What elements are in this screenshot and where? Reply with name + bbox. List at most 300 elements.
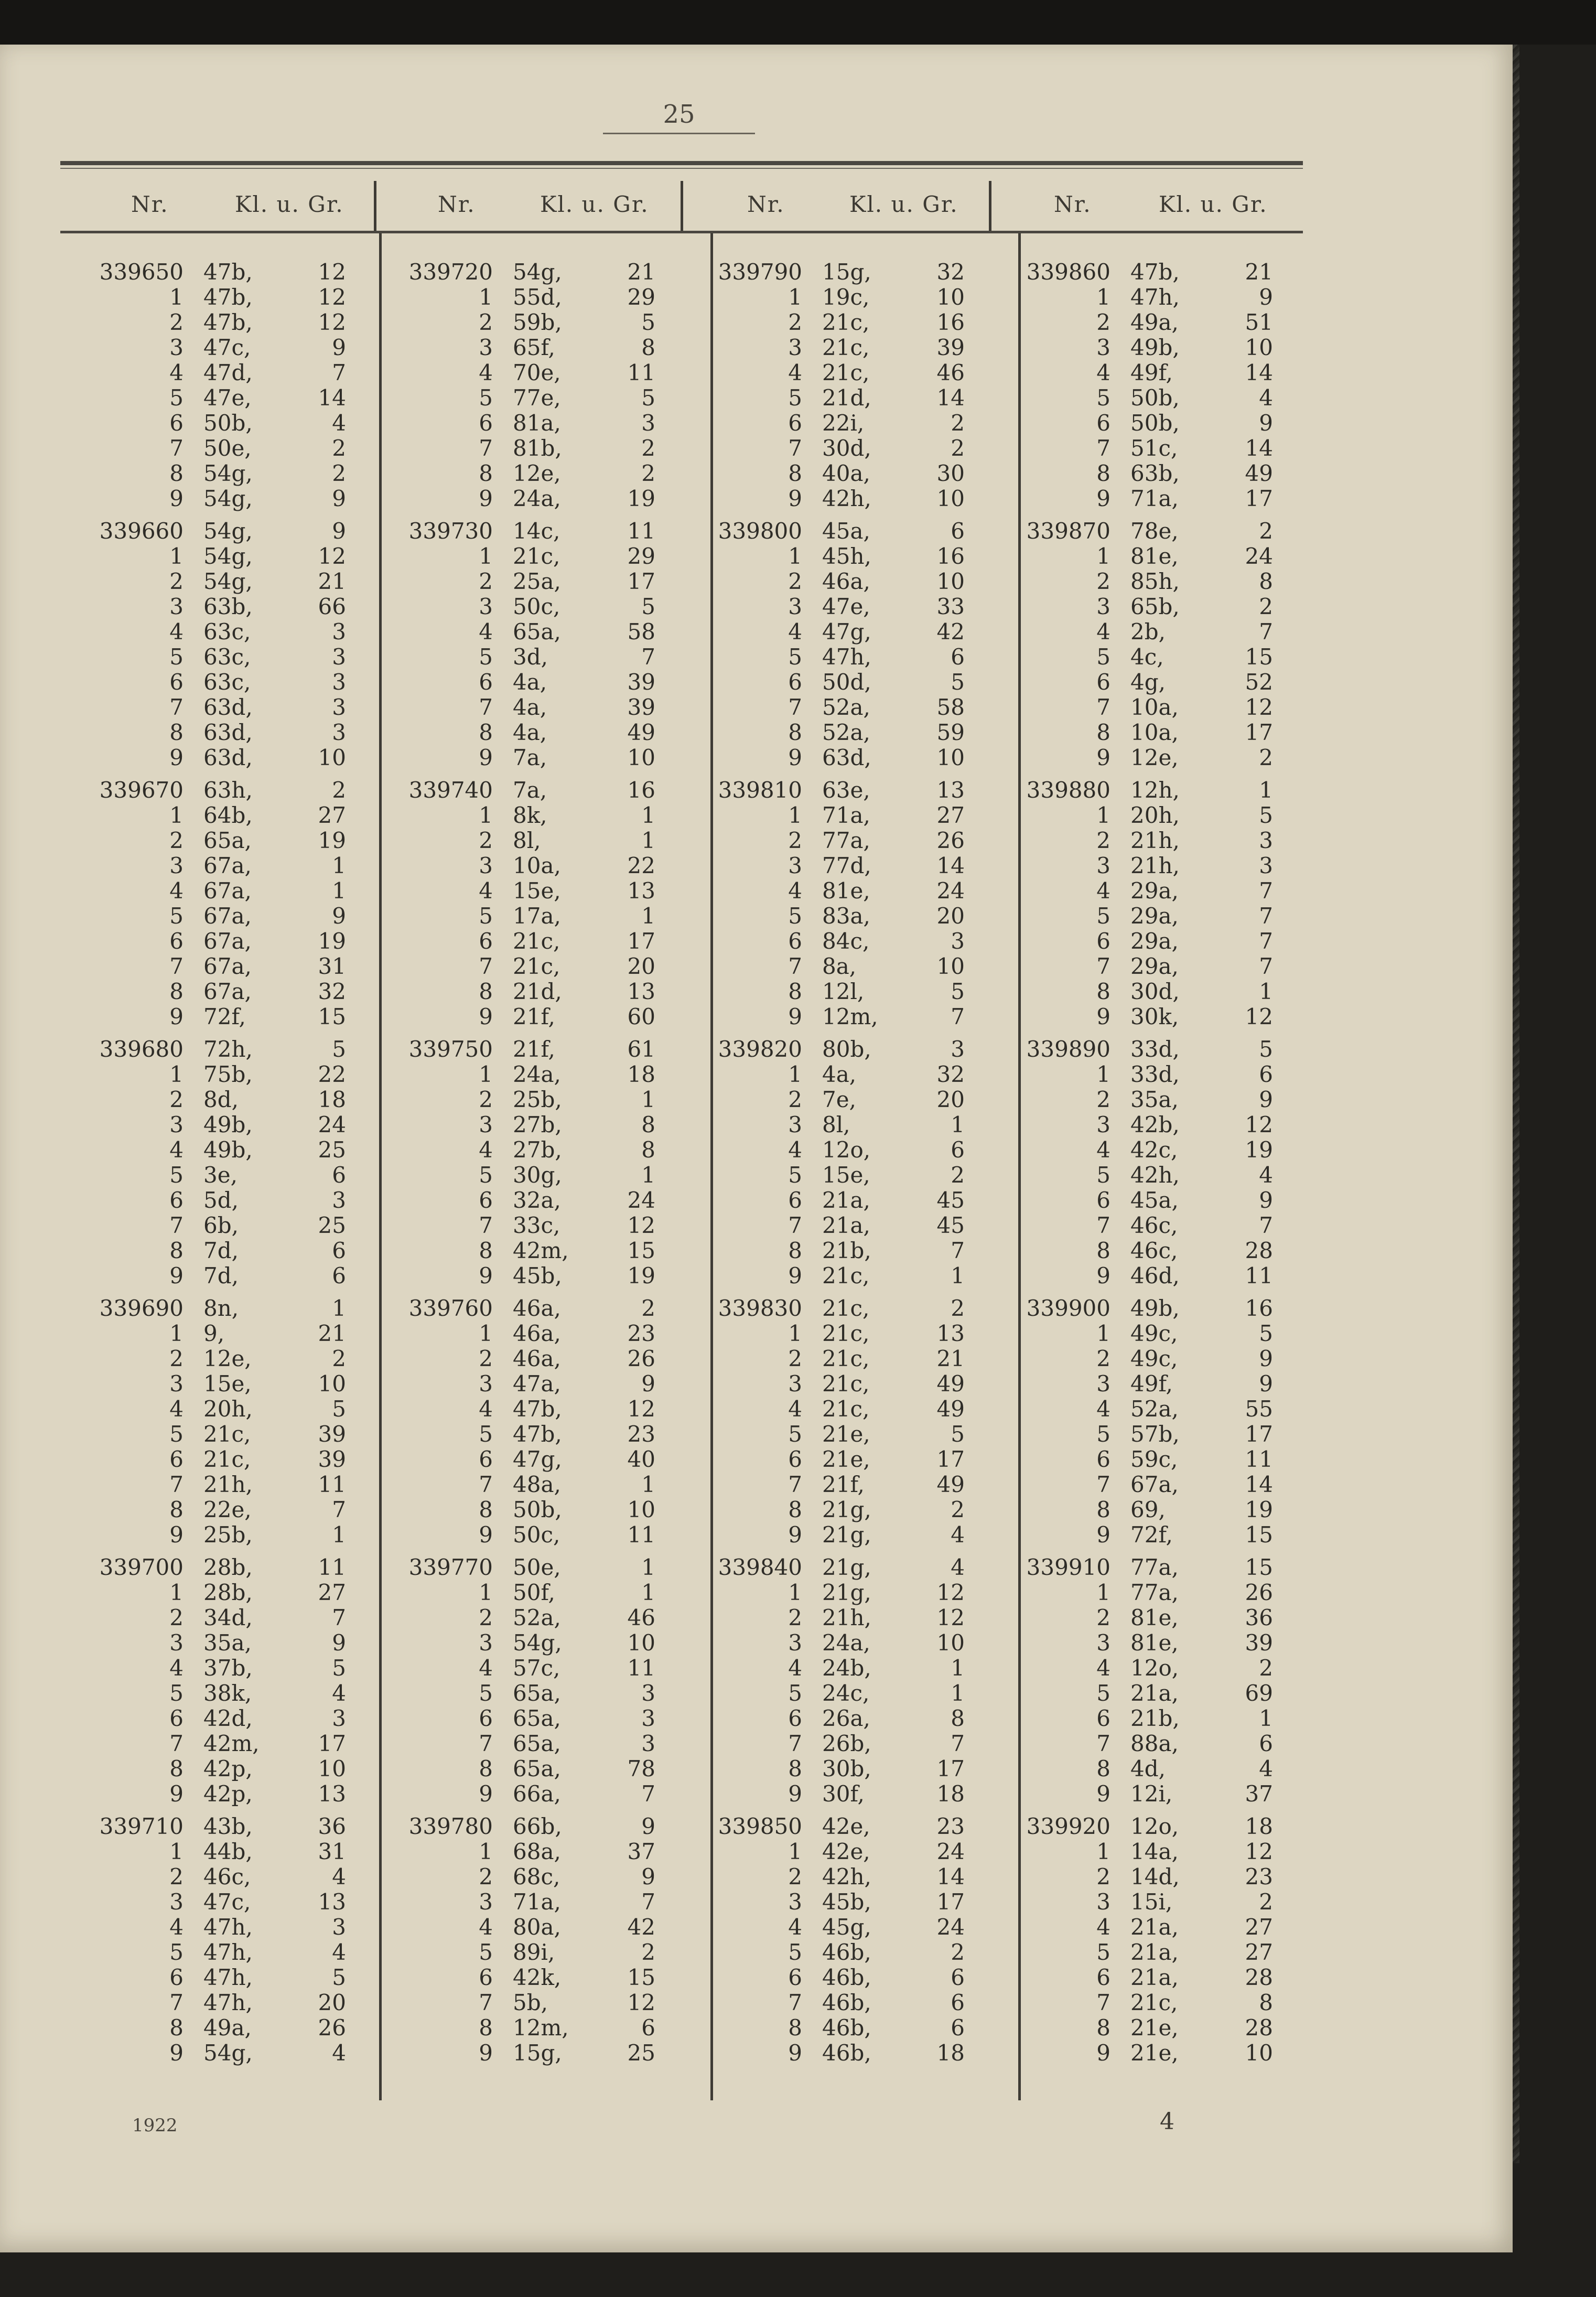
entry-number: 5 xyxy=(479,1680,493,1706)
class-group: 63d, xyxy=(203,694,253,720)
table-row xyxy=(362,1188,697,1213)
table-row xyxy=(362,1037,697,1062)
count: 19 xyxy=(627,486,655,511)
class-group: 46b, xyxy=(822,1990,871,2015)
count: 78 xyxy=(627,1756,655,1781)
class-group: 67a, xyxy=(1130,1472,1179,1497)
table-row xyxy=(362,1321,697,1346)
table-row xyxy=(52,1555,388,1580)
table-row xyxy=(362,1447,697,1472)
table-row xyxy=(671,1731,1007,1756)
entry-number: 5 xyxy=(1096,1680,1110,1706)
table-row xyxy=(52,1522,388,1548)
entry-number: 6 xyxy=(169,1446,184,1472)
class-group: 7d, xyxy=(203,1263,239,1289)
class-group: 4g, xyxy=(1130,669,1166,695)
count: 42 xyxy=(936,619,965,645)
entry-number: 5 xyxy=(479,1421,493,1447)
class-group: 46b, xyxy=(822,2040,871,2066)
class-group: 4a, xyxy=(513,720,547,745)
class-group: 59b, xyxy=(513,309,562,335)
count: 12 xyxy=(1245,1004,1273,1029)
count: 21 xyxy=(318,568,346,594)
class-group: 52a, xyxy=(1130,1396,1179,1422)
table-row xyxy=(671,1321,1007,1346)
entry-number: 339790 xyxy=(718,259,802,285)
count: 37 xyxy=(1245,1781,1273,1807)
table-row xyxy=(979,1781,1315,1807)
class-group: 30d, xyxy=(1130,979,1180,1004)
entry-number: 6 xyxy=(1096,410,1110,436)
class-group: 54g, xyxy=(203,486,253,511)
class-group: 63e, xyxy=(822,777,870,803)
entry-number: 6 xyxy=(169,410,184,436)
class-group: 21a, xyxy=(822,1212,870,1238)
table-row xyxy=(671,544,1007,569)
entry-number: 9 xyxy=(479,1522,493,1548)
entry-number: 7 xyxy=(1096,1472,1110,1497)
count: 19 xyxy=(627,1263,655,1289)
entry-number: 9 xyxy=(169,1781,184,1807)
count: 1 xyxy=(641,802,655,828)
count: 19 xyxy=(1245,1497,1273,1522)
table-row xyxy=(362,1915,697,1940)
entry-number: 9 xyxy=(788,1004,802,1029)
entry-number: 339740 xyxy=(408,777,493,803)
entry-number: 1 xyxy=(1096,1580,1110,1605)
entry-number: 5 xyxy=(1096,903,1110,929)
class-group: 14c, xyxy=(513,518,560,544)
class-group: 20h, xyxy=(203,1396,253,1422)
count: 27 xyxy=(318,802,346,828)
table-row xyxy=(979,1814,1315,1839)
table-row xyxy=(671,878,1007,904)
table-row xyxy=(671,2041,1007,2066)
count: 45 xyxy=(936,1212,965,1238)
table-row xyxy=(52,1296,388,1321)
table-row xyxy=(362,1706,697,1731)
class-group: 21b, xyxy=(822,1238,871,1263)
count: 17 xyxy=(318,1731,346,1756)
class-group: 21f, xyxy=(822,1472,865,1497)
entry-number: 3 xyxy=(479,1371,493,1397)
entry-number: 5 xyxy=(479,903,493,929)
table-row xyxy=(979,1890,1315,1915)
table-row xyxy=(671,285,1007,310)
class-group: 21c, xyxy=(822,1396,870,1422)
class-group: 45b, xyxy=(513,1263,562,1289)
count: 13 xyxy=(936,777,965,803)
class-group: 7d, xyxy=(203,1238,239,1263)
entry-number: 8 xyxy=(169,1497,184,1522)
table-row xyxy=(362,594,697,619)
count: 8 xyxy=(1259,1990,1273,2015)
entry-number: 1 xyxy=(169,802,184,828)
count: 31 xyxy=(318,953,346,979)
entry-number: 4 xyxy=(1096,1396,1110,1422)
table-row xyxy=(979,544,1315,569)
entry-number: 2 xyxy=(788,309,802,335)
class-group: 12m, xyxy=(513,2015,569,2041)
count: 10 xyxy=(936,568,965,594)
entry-number: 5 xyxy=(788,1162,802,1188)
class-group: 21e, xyxy=(1130,2040,1179,2066)
class-group: 46c, xyxy=(203,1864,251,1890)
count: 5 xyxy=(1259,802,1273,828)
entry-number: 9 xyxy=(788,1522,802,1548)
count: 2 xyxy=(1259,1889,1273,1915)
class-group: 67a, xyxy=(203,953,252,979)
class-group: 42h, xyxy=(822,486,871,511)
count: 2 xyxy=(1259,745,1273,770)
table-row xyxy=(52,695,388,720)
count: 5 xyxy=(1259,1321,1273,1346)
table-row xyxy=(671,645,1007,670)
class-group: 21d, xyxy=(513,979,562,1004)
count: 10 xyxy=(627,1630,655,1656)
table-row xyxy=(979,645,1315,670)
count: 58 xyxy=(627,619,655,645)
count: 2 xyxy=(332,777,346,803)
table-header-rule xyxy=(60,231,1303,233)
table-row xyxy=(362,1346,697,1371)
class-group: 12o, xyxy=(1130,1655,1179,1681)
entry-number: 1 xyxy=(479,543,493,569)
count: 2 xyxy=(641,1939,655,1965)
entry-number: 9 xyxy=(169,1004,184,1029)
entry-number: 7 xyxy=(169,1731,184,1756)
class-group: 65a, xyxy=(513,1705,561,1731)
class-group: 47h, xyxy=(203,1990,253,2015)
class-group: 77d, xyxy=(822,853,871,878)
class-group: 63d, xyxy=(203,745,253,770)
class-group: 42p, xyxy=(203,1756,253,1781)
count: 2 xyxy=(641,435,655,461)
entry-number: 7 xyxy=(169,953,184,979)
count: 3 xyxy=(332,1187,346,1213)
count: 2 xyxy=(1259,518,1273,544)
class-group: 45b, xyxy=(822,1889,871,1915)
class-group: 42p, xyxy=(203,1781,253,1807)
class-group: 47b, xyxy=(1130,259,1180,285)
count: 5 xyxy=(951,979,965,1004)
entry-number: 9 xyxy=(788,486,802,511)
class-group: 44b, xyxy=(203,1839,253,1864)
entry-number: 1 xyxy=(1096,1839,1110,1864)
class-group: 21c, xyxy=(822,360,870,385)
table-row xyxy=(52,1781,388,1807)
class-group: 63c, xyxy=(203,669,251,695)
count: 15 xyxy=(1245,1554,1273,1580)
table-row xyxy=(979,1137,1315,1163)
class-group: 25a, xyxy=(513,568,561,594)
table-row xyxy=(671,310,1007,335)
header-klgr-4: Kl. u. Gr. xyxy=(1159,191,1268,217)
table-row xyxy=(52,519,388,544)
table-row xyxy=(671,929,1007,954)
count: 24 xyxy=(1245,543,1273,569)
class-group: 27b, xyxy=(513,1112,562,1137)
class-group: 12e, xyxy=(513,460,561,486)
table-row xyxy=(671,1163,1007,1188)
class-group: 21c, xyxy=(822,1321,870,1346)
count: 16 xyxy=(936,543,965,569)
count: 25 xyxy=(318,1137,346,1163)
class-group: 21c, xyxy=(1130,1990,1178,2015)
count: 12 xyxy=(627,1396,655,1422)
table-row xyxy=(671,1630,1007,1656)
count: 6 xyxy=(332,1263,346,1289)
class-group: 4d, xyxy=(1130,1756,1166,1781)
table-row xyxy=(671,1087,1007,1112)
count: 6 xyxy=(1259,1731,1273,1756)
class-group: 6b, xyxy=(203,1212,239,1238)
entry-number: 339870 xyxy=(1026,518,1110,544)
entry-number: 5 xyxy=(788,1939,802,1965)
count: 31 xyxy=(318,1839,346,1864)
count: 25 xyxy=(627,2040,655,2066)
table-row xyxy=(52,1004,388,1029)
count: 13 xyxy=(936,1321,965,1346)
count: 37 xyxy=(627,1839,655,1864)
table-row xyxy=(362,619,697,645)
entry-number: 2 xyxy=(169,1605,184,1630)
table-row xyxy=(52,1263,388,1289)
class-group: 88a, xyxy=(1130,1731,1179,1756)
class-group: 64b, xyxy=(203,802,253,828)
table-row xyxy=(979,1371,1315,1397)
class-group: 80b, xyxy=(822,1036,871,1062)
entry-number: 4 xyxy=(169,878,184,904)
count: 26 xyxy=(936,828,965,853)
count: 45 xyxy=(936,1187,965,1213)
count: 20 xyxy=(936,1087,965,1112)
count: 2 xyxy=(951,435,965,461)
table-row xyxy=(362,1681,697,1706)
class-group: 24c, xyxy=(822,1680,870,1706)
table-row xyxy=(979,1965,1315,1990)
count: 32 xyxy=(318,979,346,1004)
count: 8 xyxy=(951,1705,965,1731)
class-group: 63b, xyxy=(1130,460,1180,486)
entry-number: 8 xyxy=(169,460,184,486)
table-top-rule xyxy=(60,161,1303,165)
entry-number: 1 xyxy=(788,543,802,569)
count: 49 xyxy=(1245,460,1273,486)
table-row xyxy=(52,1990,388,2015)
table-row xyxy=(979,1472,1315,1497)
table-row xyxy=(671,436,1007,461)
entry-number: 339800 xyxy=(718,518,802,544)
class-group: 49a, xyxy=(1130,309,1179,335)
entry-number: 1 xyxy=(479,1321,493,1346)
class-group: 12i, xyxy=(1130,1781,1173,1807)
class-group: 15e, xyxy=(822,1162,870,1188)
count: 24 xyxy=(318,1112,346,1137)
table-row xyxy=(979,1990,1315,2015)
class-group: 65a, xyxy=(513,1731,561,1756)
entry-number: 9 xyxy=(788,1263,802,1289)
table-row xyxy=(362,695,697,720)
count: 18 xyxy=(627,1061,655,1087)
class-group: 42h, xyxy=(1130,1162,1180,1188)
table-row xyxy=(671,1004,1007,1029)
count: 14 xyxy=(1245,1472,1273,1497)
table-row xyxy=(979,1864,1315,1890)
table-row xyxy=(362,310,697,335)
entry-number: 2 xyxy=(788,568,802,594)
count: 4 xyxy=(951,1554,965,1580)
class-group: 81e, xyxy=(1130,543,1179,569)
class-group: 21a, xyxy=(1130,1939,1179,1965)
entry-number: 8 xyxy=(479,979,493,1004)
count: 26 xyxy=(1245,1580,1273,1605)
count: 1 xyxy=(951,1263,965,1289)
count: 11 xyxy=(1245,1263,1273,1289)
table-row xyxy=(671,1814,1007,1839)
class-group: 50b, xyxy=(203,410,253,436)
entry-number: 6 xyxy=(788,410,802,436)
table-row xyxy=(979,979,1315,1004)
table-row xyxy=(52,1497,388,1522)
entry-number: 8 xyxy=(169,720,184,745)
count: 27 xyxy=(1245,1914,1273,1940)
entry-number: 7 xyxy=(788,1731,802,1756)
class-group: 81a, xyxy=(513,410,561,436)
entry-number: 5 xyxy=(788,644,802,670)
table-row xyxy=(52,385,388,411)
count: 58 xyxy=(936,694,965,720)
table-row xyxy=(362,1890,697,1915)
entry-number: 6 xyxy=(479,669,493,695)
class-group: 21h, xyxy=(822,1605,871,1630)
class-group: 47e, xyxy=(822,594,870,619)
entry-number: 5 xyxy=(1096,1162,1110,1188)
table-row xyxy=(362,1004,697,1029)
class-group: 12e, xyxy=(203,1346,252,1371)
class-group: 29a, xyxy=(1130,878,1179,904)
entry-number: 3 xyxy=(788,1371,802,1397)
table-row xyxy=(362,954,697,979)
count: 23 xyxy=(1245,1864,1273,1890)
class-group: 50b, xyxy=(513,1497,562,1522)
entry-number: 7 xyxy=(788,694,802,720)
class-group: 33c, xyxy=(513,1212,560,1238)
entry-number: 8 xyxy=(479,460,493,486)
count: 11 xyxy=(318,1472,346,1497)
entry-number: 3 xyxy=(788,594,802,619)
table-row xyxy=(979,929,1315,954)
entry-number: 3 xyxy=(1096,1371,1110,1397)
entry-number: 3 xyxy=(788,1112,802,1137)
class-group: 89i, xyxy=(513,1939,555,1965)
class-group: 47h, xyxy=(822,644,871,670)
count: 18 xyxy=(936,2040,965,2066)
class-group: 15e, xyxy=(203,1371,252,1397)
header-klgr-2: Kl. u. Gr. xyxy=(540,191,649,217)
class-group: 15i, xyxy=(1130,1889,1173,1915)
entry-number: 7 xyxy=(1096,1990,1110,2015)
entry-number: 7 xyxy=(479,435,493,461)
count: 27 xyxy=(936,802,965,828)
entry-number: 5 xyxy=(788,1680,802,1706)
class-group: 77a, xyxy=(822,828,870,853)
count: 25 xyxy=(318,1212,346,1238)
count: 29 xyxy=(627,284,655,310)
entry-number: 3 xyxy=(479,1889,493,1915)
entry-number: 4 xyxy=(788,1914,802,1940)
entry-number: 339830 xyxy=(718,1295,802,1321)
class-group: 26b, xyxy=(822,1731,871,1756)
count: 1 xyxy=(641,1162,655,1188)
table-row xyxy=(671,1137,1007,1163)
entry-number: 1 xyxy=(788,1061,802,1087)
table-row xyxy=(52,1915,388,1940)
table-row xyxy=(52,1864,388,1890)
entry-number: 7 xyxy=(1096,435,1110,461)
class-group: 21c, xyxy=(822,1346,870,1371)
count: 22 xyxy=(318,1061,346,1087)
class-group: 67a, xyxy=(203,903,252,929)
class-group: 37b, xyxy=(203,1655,253,1681)
class-group: 12o, xyxy=(1130,1813,1179,1839)
entry-number: 339900 xyxy=(1026,1295,1110,1321)
entry-number: 339780 xyxy=(408,1813,493,1839)
count: 27 xyxy=(318,1580,346,1605)
class-group: 7a, xyxy=(513,777,547,803)
count: 7 xyxy=(332,360,346,385)
class-group: 30g, xyxy=(513,1162,562,1188)
entry-number: 339710 xyxy=(99,1813,184,1839)
table-row xyxy=(671,853,1007,878)
table-row xyxy=(362,1062,697,1087)
entry-number: 9 xyxy=(169,745,184,770)
table-row xyxy=(671,803,1007,828)
class-group: 66b, xyxy=(513,1813,562,1839)
count: 6 xyxy=(332,1162,346,1188)
class-group: 21c, xyxy=(203,1446,251,1472)
class-group: 5d, xyxy=(203,1187,239,1213)
table-column-4 xyxy=(979,260,1315,2066)
table-row xyxy=(671,1555,1007,1580)
count: 1 xyxy=(641,1087,655,1112)
count: 60 xyxy=(627,1004,655,1029)
table-row xyxy=(52,1062,388,1087)
class-group: 30k, xyxy=(1130,1004,1179,1029)
entry-number: 3 xyxy=(1096,335,1110,360)
class-group: 50c, xyxy=(513,1522,560,1548)
count: 12 xyxy=(318,309,346,335)
table-row xyxy=(362,1630,697,1656)
class-group: 42h, xyxy=(822,1864,871,1890)
class-group: 67a, xyxy=(203,979,252,1004)
entry-number: 9 xyxy=(1096,1263,1110,1289)
class-group: 19c, xyxy=(822,284,870,310)
class-group: 4a, xyxy=(822,1061,857,1087)
entry-number: 5 xyxy=(1096,644,1110,670)
entry-number: 1 xyxy=(479,284,493,310)
count: 11 xyxy=(318,1554,346,1580)
entry-number: 6 xyxy=(1096,1965,1110,1990)
table-row xyxy=(671,1213,1007,1238)
table-row xyxy=(52,1580,388,1605)
table-row xyxy=(979,385,1315,411)
table-row xyxy=(979,1756,1315,1781)
count: 15 xyxy=(1245,1522,1273,1548)
table-row xyxy=(52,1163,388,1188)
class-group: 63h, xyxy=(203,777,253,803)
table-row xyxy=(671,1781,1007,1807)
